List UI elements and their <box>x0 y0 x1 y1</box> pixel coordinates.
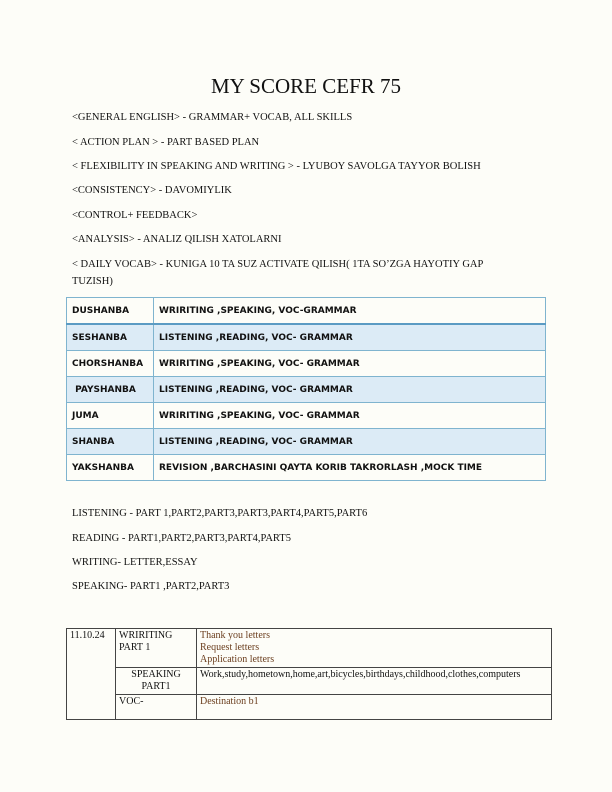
plan-writing-items <box>197 629 552 668</box>
plan-date: 11.10.24 <box>67 629 116 720</box>
plan-speaking-topics: Work,study,hometown,home,art,bicycles,birthdays,childhood,clothes,computers <box>197 668 552 695</box>
plan-voc-value: Destination b1 <box>197 695 552 720</box>
plan-row-writing <box>67 629 552 668</box>
plan-writing-label: WRIRITING PART 1 <box>116 629 197 668</box>
plan-row-speaking <box>67 668 552 695</box>
schedule-day: JUMA <box>67 403 154 429</box>
principle-daily-vocab: < DAILY VOCAB> - KUNIGA 10 TA SUZ ACTIVATE QILISH( 1TA SO’ZGA HAYOTIY GAP TUZISH) <box>72 259 483 287</box>
schedule-day: DUSHANBA <box>67 298 154 325</box>
schedule-task: WRIRITING ,SPEAKING, VOC- GRAMMAR <box>154 403 546 429</box>
speaking-parts: SPEAKING- PART1 ,PART2,PART3 <box>72 581 230 592</box>
plan-speaking-label: SPEAKING PART1 <box>116 668 197 695</box>
daily-plan-table <box>66 628 552 720</box>
writing-item: Thank you letters <box>200 630 270 641</box>
schedule-task: LISTENING ,READING, VOC- GRAMMAR <box>154 324 546 351</box>
weekly-schedule-table <box>66 297 546 481</box>
schedule-task: LISTENING ,READING, VOC- GRAMMAR <box>154 429 546 455</box>
schedule-task: WRIRITING ,SPEAKING, VOC-GRAMMAR <box>154 298 546 325</box>
writing-parts: WRITING- LETTER,ESSAY <box>72 557 198 568</box>
schedule-day: SESHANBA <box>67 324 154 351</box>
schedule-task: LISTENING ,READING, VOC- GRAMMAR <box>154 377 546 403</box>
schedule-row <box>67 298 546 325</box>
principle-consistency: <CONSISTENCY> - DAVOMIYLIK <box>72 185 232 196</box>
reading-parts: READING - PART1,PART2,PART3,PART4,PART5 <box>72 533 291 544</box>
schedule-row <box>67 429 546 455</box>
plan-voc-label: VOC- <box>116 695 197 720</box>
schedule-row <box>67 324 546 351</box>
plan-row-vocab <box>67 695 552 720</box>
schedule-day: SHANBA <box>67 429 154 455</box>
schedule-row <box>67 403 546 429</box>
schedule-day: YAKSHANBA <box>67 455 154 481</box>
listening-parts: LISTENING - PART 1,PART2,PART3,PART3,PART4,PART5,PART6 <box>72 508 368 519</box>
schedule-task: REVISION ,BARCHASINI QAYTA KORIB TAKRORLASH ,MOCK TIME <box>154 455 546 481</box>
principle-action-plan: < ACTION PLAN > - PART BASED PLAN <box>72 137 260 148</box>
schedule-day: PAYSHANBA <box>67 377 154 403</box>
principle-general-english: <GENERAL ENGLISH> - GRAMMAR+ VOCAB, ALL SKILLS <box>72 112 353 123</box>
page-title: MY SCORE CEFR 75 <box>210 74 401 98</box>
schedule-row <box>67 455 546 481</box>
writing-item: Application letters <box>200 654 275 665</box>
principle-analysis: <ANALYSIS> - ANALIZ QILISH XATOLARNI <box>72 234 282 245</box>
schedule-day: CHORSHANBA <box>67 351 154 377</box>
schedule-row <box>67 351 546 377</box>
schedule-task: WRIRITING ,SPEAKING, VOC- GRAMMAR <box>154 351 546 377</box>
schedule-row <box>67 377 546 403</box>
writing-item: Request letters <box>200 642 260 653</box>
principle-flexibility: < FLEXIBILITY IN SPEAKING AND WRITING > - LYUBOY SAVOLGA TAYYOR BOLISH <box>72 161 481 172</box>
principle-control-feedback: <CONTROL+ FEEDBACK> <box>72 210 198 221</box>
